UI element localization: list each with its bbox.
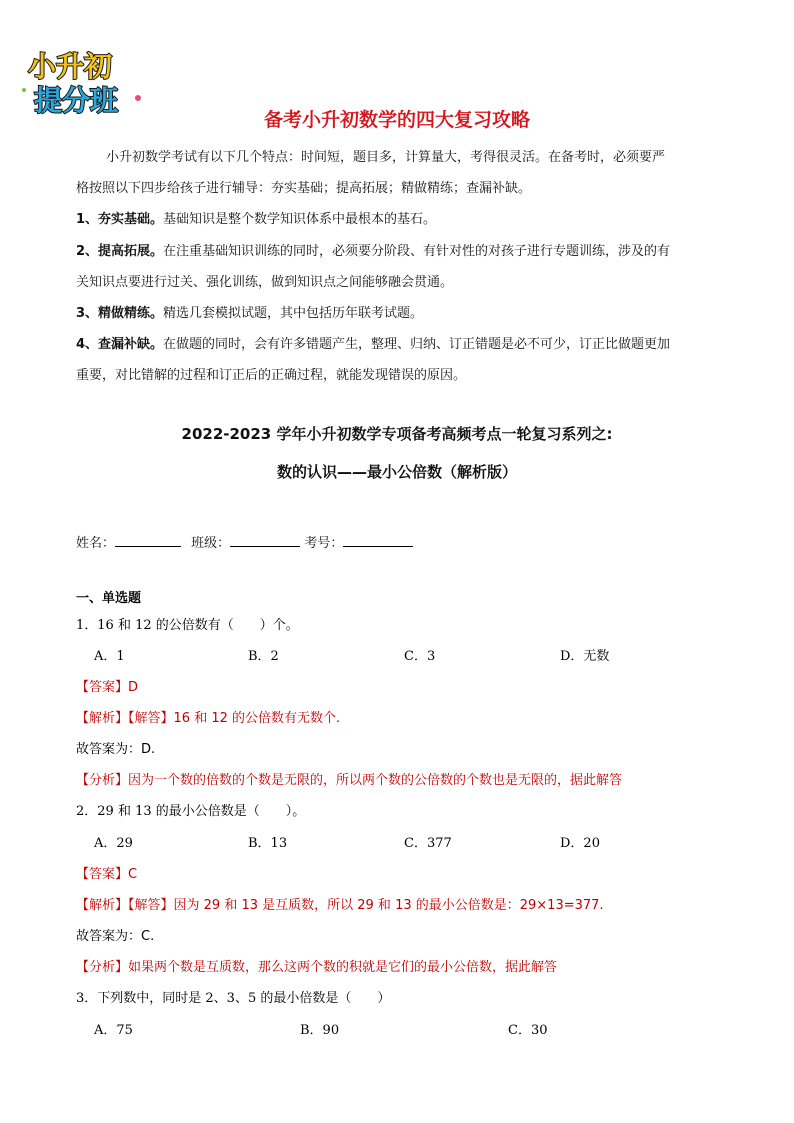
q1-option-c: C．3 — [404, 649, 436, 664]
intro-line-1: 小升初数学考试有以下几个特点：时间短，题目多，计算量大，考得很灵活。在备考时，必须要严 — [106, 150, 666, 165]
q2-option-c: C．377 — [404, 836, 452, 851]
q2-option-a: A．29 — [94, 836, 133, 851]
exam-field[interactable] — [343, 534, 413, 547]
class-label: 班级： — [191, 536, 231, 551]
name-field[interactable] — [115, 534, 181, 547]
class-field[interactable] — [230, 534, 300, 547]
tip-4: 4、查漏补缺。在做题的同时，会有许多错题产生，整理、归纳、订正错题是必不可少，订正比做题更加 — [76, 337, 671, 352]
q3-option-c: C．30 — [508, 1023, 548, 1038]
q1-option-d: D．无数 — [560, 649, 610, 664]
question-2-stem: 2．29 和 13 的最小公倍数是（ ）。 — [76, 804, 306, 819]
heading-line-1: 2022-2023 学年小升初数学专项备考高频考点一轮复习系列之: — [181, 425, 613, 443]
section-title: 一、单选题 — [76, 591, 142, 606]
q2-analysis: 【解析】【解答】因为 29 和 13 是互质数，所以 29 和 13 的最小公倍数是：29×13=377. — [76, 898, 604, 913]
logo-text-line1: 小升初 — [28, 50, 113, 83]
heading-line-2: 数的认识——最小公倍数（解析版） — [276, 463, 517, 481]
question-1-stem: 1．16 和 12 的公倍数有（ ）个。 — [76, 618, 299, 633]
q1-option-a: A．1 — [94, 649, 125, 664]
logo-text-line2: 提分班 — [34, 84, 119, 117]
q2-note: 【分析】如果两个数是互质数，那么这两个数的积就是它们的最小公倍数，据此解答 — [76, 960, 558, 975]
q2-option-b: B．13 — [248, 836, 288, 851]
q1-answer: 【答案】D — [76, 680, 139, 695]
q2-conclusion: 故答案为：C. — [76, 929, 155, 944]
student-info — [76, 532, 413, 551]
q2-option-d: D．20 — [560, 836, 600, 851]
tip-1: 1、夯实基础。基础知识是整个数学知识体系中最根本的基石。 — [76, 212, 437, 227]
q1-note: 【分析】因为一个数的倍数的个数是无限的，所以两个数的公倍数的个数也是无限的，据此解答 — [76, 773, 623, 788]
tip-2: 2、提高拓展。在注重基础知识训练的同时，必须要分阶段、有针对性的对孩子进行专题训练，涉及的有 — [76, 244, 671, 259]
q1-analysis: 【解析】【解答】16 和 12 的公倍数有无数个. — [76, 711, 341, 726]
q1-conclusion: 故答案为：D. — [76, 742, 156, 757]
q1-option-b: B．2 — [248, 649, 279, 664]
intro-line-2: 格按照以下四步给孩子进行辅导：夯实基础；提高拓展；精做精练；查漏补缺。 — [76, 181, 532, 196]
q2-answer: 【答案】C — [76, 867, 138, 882]
q3-option-a: A．75 — [94, 1023, 133, 1038]
tip-3: 3、精做精练。精选几套模拟试题，其中包括历年联考试题。 — [76, 306, 424, 321]
page-title: 备考小升初数学的四大复习攻略 — [263, 109, 530, 131]
name-label: 姓名： — [76, 536, 116, 551]
exam-label: 考号： — [304, 536, 344, 551]
q3-option-b: B．90 — [300, 1023, 340, 1038]
tip-2-cont: 关知识点要进行过关、强化训练，做到知识点之间能够融会贯通。 — [76, 275, 454, 290]
question-3-stem: 3．下列数中，同时是 2、3、5 的最小倍数是（ ） — [76, 991, 391, 1006]
tip-4-cont: 重要，对比错解的过程和订正后的正确过程，就能发现错误的原因。 — [76, 368, 467, 383]
